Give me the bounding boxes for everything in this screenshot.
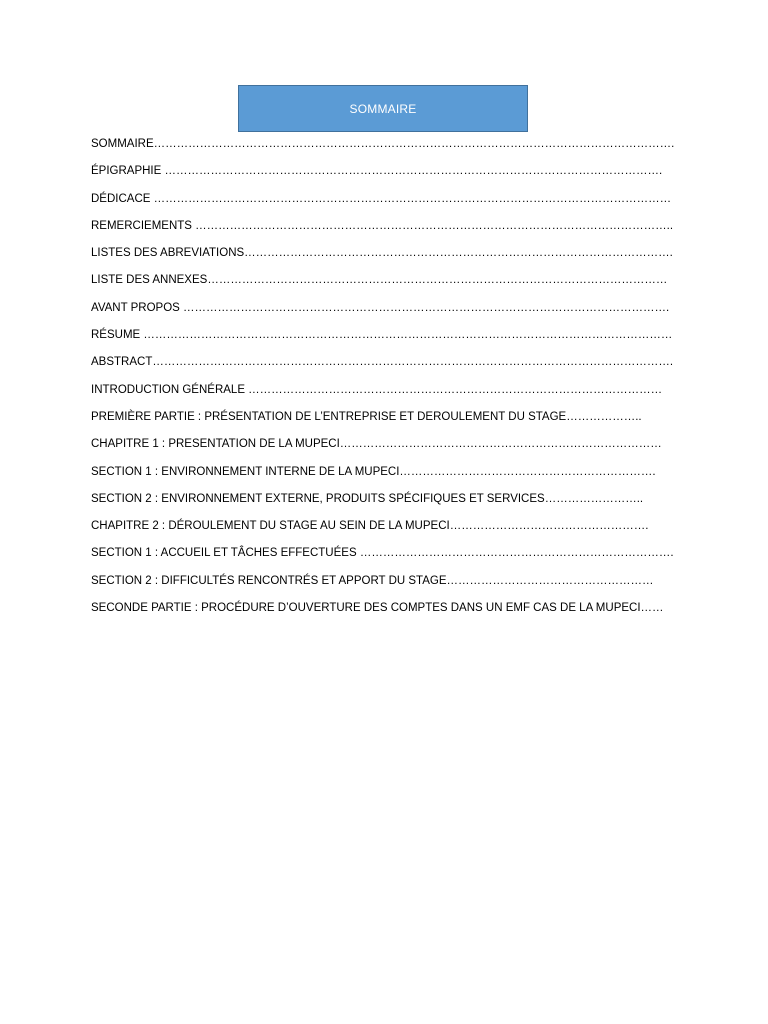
toc-entry: PREMIÈRE PARTIE : PRÉSENTATION DE L’ENTREPRISE ET DEROULEMENT DU STAGE……………….. (91, 410, 642, 423)
toc-entry: LISTES DES ABREVIATIONS…………………………………………………………………………………………………. (91, 247, 673, 260)
toc-entry: REMERCIEMENTS …………………………………………………………………………………………………………….. (91, 219, 674, 232)
table-of-contents (91, 134, 691, 625)
title-text: SOMMAIRE (349, 101, 417, 116)
toc-entry: SECTION 1 : ENVIRONNEMENT INTERNE DE LA MUPECI…………………………………………………………. (91, 465, 656, 478)
title-box (238, 85, 528, 132)
toc-entry: SOMMAIRE………………………………………………………………………………………………………………………. (91, 138, 675, 150)
toc-entry: ABSTRACT………………………………………………………………………………………………………………………. (91, 356, 674, 369)
toc-entry: RÉSUME ………………………………………………………………………………………………………………………… (91, 329, 673, 342)
toc-entry: CHAPITRE 1 : PRESENTATION DE LA MUPECI………………………………………………………………………… (91, 438, 662, 451)
toc-entry: SECTION 1 : ACCUEIL ET TÂCHES EFFECTUÉES ………………………………………………………………………. (91, 547, 674, 560)
toc-entry: DÉDICACE ……………………………………………………………………………………………………………………… (91, 192, 672, 205)
toc-entry: CHAPITRE 2 : DÉROULEMENT DU STAGE AU SEIN DE LA MUPECI……………………………………………. (91, 520, 649, 533)
toc-entry: AVANT PROPOS ………………………………………………………………………………………………………………. (91, 301, 670, 314)
toc-entry: SECONDE PARTIE : PROCÉDURE D’OUVERTURE DES COMPTES DANS UN EMF CAS DE LA MUPECI…… (91, 602, 664, 615)
toc-entry: INTRODUCTION GÉNÉRALE ……………………………………………………………………………………………… (91, 383, 663, 396)
toc-entry: LISTE DES ANNEXES………………………………………………………………………………………………………… (91, 274, 668, 287)
toc-entry: SECTION 2 : DIFFICULTÉS RENCONTRÉS ET APPORT DU STAGE……………………………………………… (91, 574, 654, 587)
toc-entry: SECTION 2 : ENVIRONNEMENT EXTERNE, PRODUITS SPÉCIFIQUES ET SERVICES…………………….. (91, 492, 644, 505)
toc-entry: ÉPIGRAPHIE …………………………………………………………………………………………………………………. (91, 165, 663, 178)
